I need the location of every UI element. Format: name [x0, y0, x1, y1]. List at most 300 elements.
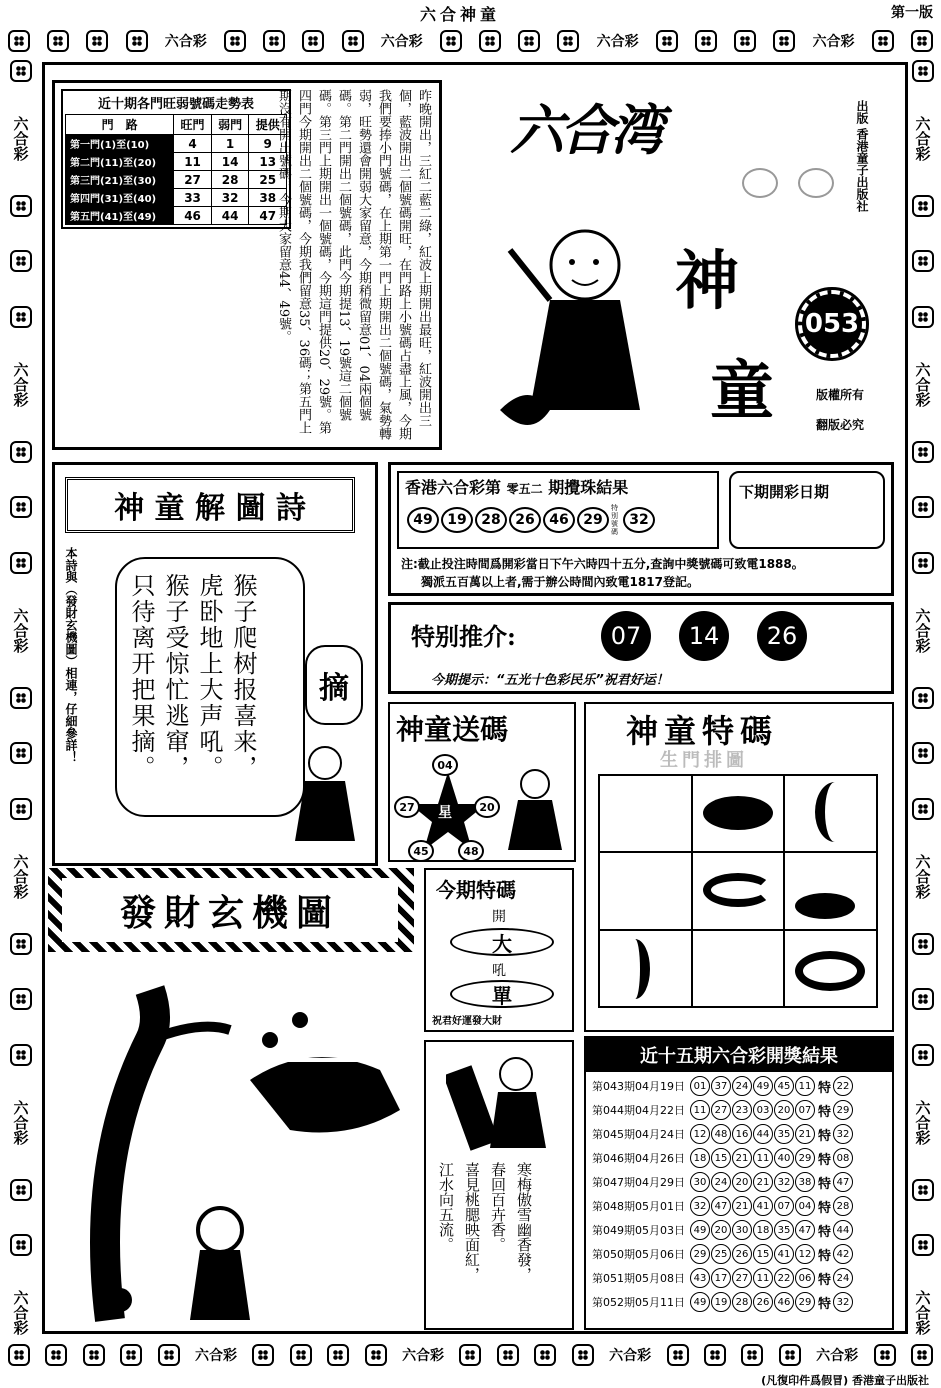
- history-number: 45: [774, 1076, 794, 1096]
- recommend-panel: [388, 602, 894, 694]
- puzzle-tile: [599, 852, 692, 929]
- gift-title: 神童送碼: [396, 713, 509, 746]
- history-number: 21: [732, 1196, 752, 1216]
- poem-title: 神 童 解 圖 詩: [65, 477, 355, 533]
- history-period: 第045期04月24日: [592, 1128, 685, 1141]
- puzzle-tile: [784, 852, 877, 929]
- gift-star: [399, 758, 495, 858]
- border-brand: 六合彩: [913, 115, 932, 161]
- period-code-open: 開: [492, 909, 506, 925]
- history-number: 15: [753, 1244, 773, 1264]
- border-brand: 六合彩: [11, 1099, 30, 1145]
- dice-icon: [263, 30, 285, 52]
- history-period: 第046期04月26日: [592, 1152, 685, 1165]
- star-char: 星: [438, 805, 452, 821]
- dice-icon: [912, 798, 934, 820]
- history-number: 11: [753, 1268, 773, 1288]
- dice-icon: [10, 933, 32, 955]
- dice-icon: [10, 441, 32, 463]
- couplet-panel: [424, 1040, 574, 1330]
- history-period: 第051期05月08日: [592, 1272, 685, 1285]
- history-number: 26: [753, 1292, 773, 1312]
- dice-icon: [912, 742, 934, 764]
- dice-icon: [874, 1344, 896, 1366]
- history-number: 46: [774, 1292, 794, 1312]
- history-panel: [584, 1036, 894, 1330]
- dice-icon: [158, 1344, 180, 1366]
- history-number: 07: [795, 1100, 815, 1120]
- poem-line: 只待离开把果摘。: [127, 573, 155, 781]
- history-number: 07: [774, 1196, 794, 1216]
- dice-icon: [342, 30, 364, 52]
- history-number: 30: [732, 1220, 752, 1240]
- history-number: 41: [753, 1196, 773, 1216]
- dice-icon: [8, 1344, 30, 1366]
- poem-note: 本詩與（發財玄機圖）相連，仔細參詳！: [64, 547, 78, 763]
- history-number: 16: [732, 1124, 752, 1144]
- masthead-brand: 六合湾: [510, 98, 660, 162]
- history-period: 第043期04月19日: [592, 1080, 685, 1093]
- history-period: 第044期04月22日: [592, 1104, 685, 1117]
- period-code-panel: [424, 868, 574, 1032]
- history-number: 11: [753, 1148, 773, 1168]
- trend-cell: 46: [174, 207, 212, 225]
- history-number: 28: [732, 1292, 752, 1312]
- history-number: 29: [690, 1244, 710, 1264]
- history-special-number: 08: [833, 1148, 853, 1168]
- history-number: 23: [732, 1100, 752, 1120]
- history-row: [592, 1074, 886, 1098]
- trend-gate: 第四門(31)至(40): [66, 189, 174, 207]
- dice-icon: [120, 1344, 142, 1366]
- puzzle-tile: [784, 775, 877, 852]
- history-number: 32: [690, 1196, 710, 1216]
- history-number: 20: [711, 1220, 731, 1240]
- result-ball: 19: [441, 507, 473, 533]
- recommend-numbers: [601, 611, 835, 661]
- border-brand: 六合彩: [164, 34, 207, 50]
- result-ball: 29: [577, 507, 609, 533]
- history-special-label: 特: [818, 1296, 832, 1312]
- history-number: 38: [795, 1172, 815, 1192]
- dice-icon: [704, 1344, 726, 1366]
- history-special-label: 特: [818, 1224, 832, 1240]
- result-ball: 28: [475, 507, 507, 533]
- history-special-label: 特: [818, 1200, 832, 1216]
- couplet-line: 江水向五流。: [437, 1162, 455, 1252]
- result-ball: 26: [509, 507, 541, 533]
- trend-cell: 44: [211, 207, 249, 225]
- puzzle-tile: [692, 775, 785, 852]
- history-number: 49: [753, 1076, 773, 1096]
- border-brand: 六合彩: [596, 34, 639, 50]
- issue-badge: 053: [798, 290, 866, 358]
- period-code-title: 今期特碼: [436, 878, 516, 902]
- trend-panel: [52, 80, 442, 450]
- trend-cell: 28: [211, 171, 249, 189]
- results-box: [397, 471, 719, 549]
- history-number: 19: [711, 1292, 731, 1312]
- trend-gate: 第五門(41)至(49): [66, 207, 174, 225]
- gift-number: 20: [474, 796, 500, 818]
- trend-cell: 32: [211, 189, 249, 207]
- period-code-footer: 祝君好運發大財: [432, 1016, 502, 1027]
- dice-icon: [10, 250, 32, 272]
- history-number: 21: [732, 1148, 752, 1168]
- child-small-icon: [285, 741, 365, 851]
- poem-panel: [52, 462, 378, 866]
- history-number: 35: [774, 1220, 794, 1240]
- trend-cell: 9: [249, 135, 287, 153]
- dice-icon: [10, 552, 32, 574]
- history-row: [592, 1194, 886, 1218]
- dice-icon: [365, 1344, 387, 1366]
- dice-icon: [10, 496, 32, 518]
- trend-header: 提供: [249, 115, 287, 135]
- history-row: [592, 1290, 886, 1314]
- dice-icon: [912, 988, 934, 1010]
- top-border: [8, 24, 933, 58]
- masthead-char-tong: 童: [710, 354, 774, 429]
- history-number: 40: [774, 1148, 794, 1168]
- trend-table-box: [61, 89, 291, 229]
- dice-icon: [912, 496, 934, 518]
- history-number: 22: [774, 1268, 794, 1288]
- circle-ornament: [742, 168, 778, 198]
- history-rows: [586, 1072, 892, 1316]
- border-brand: 六合彩: [812, 34, 855, 50]
- history-number: 32: [774, 1172, 794, 1192]
- footer-note: (凡復印件爲假冒) 香港童子出版社: [761, 1374, 929, 1387]
- left-border: [6, 60, 36, 1335]
- dice-icon: [83, 1344, 105, 1366]
- history-row: [592, 1098, 886, 1122]
- results-title-suffix: 期攪珠結果: [548, 478, 629, 497]
- history-number: 37: [711, 1076, 731, 1096]
- border-brand: 六合彩: [402, 1348, 445, 1364]
- history-special-label: 特: [818, 1128, 832, 1144]
- trend-cell: 14: [211, 153, 249, 171]
- poem-line: 猴子受惊忙逃窜，: [161, 573, 189, 781]
- special-code-title: 神童特碼: [626, 712, 779, 750]
- special-code-panel: [584, 702, 894, 1032]
- fortune-illustration: [50, 960, 420, 1330]
- trend-gate: 第二門(11)至(20): [66, 153, 174, 171]
- dice-icon: [10, 988, 32, 1010]
- trend-gate: 第一門(1)至(10): [66, 135, 174, 153]
- history-number: 18: [690, 1148, 710, 1168]
- history-special-label: 特: [818, 1152, 832, 1168]
- history-period: 第052期05月11日: [592, 1296, 685, 1309]
- history-number: 49: [690, 1220, 710, 1240]
- trend-row: [66, 189, 287, 207]
- history-row: [592, 1146, 886, 1170]
- dice-icon: [440, 30, 462, 52]
- trend-row: [66, 207, 287, 225]
- dice-icon: [497, 1344, 519, 1366]
- dice-icon: [912, 1044, 934, 1066]
- rights-line-2: 翻版必究: [816, 418, 865, 432]
- dice-icon: [518, 30, 540, 52]
- history-row: [592, 1122, 886, 1146]
- history-number: 01: [690, 1076, 710, 1096]
- trend-header: 旺門: [174, 115, 212, 135]
- history-special-number: 32: [833, 1292, 853, 1312]
- history-special-number: 24: [833, 1268, 853, 1288]
- dice-icon: [912, 306, 934, 328]
- results-issue: 零五二: [506, 482, 543, 496]
- trend-table: [65, 114, 287, 225]
- trend-row: [66, 171, 287, 189]
- history-period: 第049期05月03日: [592, 1224, 685, 1237]
- dice-icon: [10, 742, 32, 764]
- gift-number: 45: [408, 840, 434, 862]
- results-title: [399, 473, 717, 500]
- dice-icon: [10, 195, 32, 217]
- result-ball: 46: [543, 507, 575, 533]
- history-number: 26: [732, 1244, 752, 1264]
- recommend-ball: 26: [757, 611, 807, 661]
- history-number: 24: [711, 1172, 731, 1192]
- history-row: [592, 1266, 886, 1290]
- history-number: 27: [732, 1268, 752, 1288]
- poem-line: 虎卧地上大声吼。: [195, 573, 223, 781]
- dice-icon: [126, 30, 148, 52]
- dice-icon: [912, 195, 934, 217]
- dice-icon: [8, 30, 30, 52]
- recommend-ball: 07: [601, 611, 651, 661]
- masthead-char-shen: 神: [675, 244, 739, 319]
- history-number: 48: [711, 1124, 731, 1144]
- border-brand: 六合彩: [195, 1348, 238, 1364]
- history-special-number: 44: [833, 1220, 853, 1240]
- dice-icon: [459, 1344, 481, 1366]
- border-brand: 六合彩: [609, 1348, 652, 1364]
- dice-icon: [557, 30, 579, 52]
- masthead: [480, 80, 900, 450]
- border-brand: 六合彩: [913, 853, 932, 899]
- poem-lines: [127, 573, 257, 803]
- dice-icon: [779, 1344, 801, 1366]
- dice-icon: [45, 1344, 67, 1366]
- border-brand: 六合彩: [11, 607, 30, 653]
- history-number: 41: [774, 1244, 794, 1264]
- dice-icon: [741, 1344, 763, 1366]
- recommend-label: 特别推介:: [411, 622, 516, 651]
- scroll-char: 摘: [305, 645, 363, 725]
- trend-cell: 33: [174, 189, 212, 207]
- dice-icon: [911, 1344, 933, 1366]
- trend-cell: 1: [211, 135, 249, 153]
- dice-icon: [773, 30, 795, 52]
- history-number: 49: [690, 1292, 710, 1312]
- period-code-single: 單: [450, 980, 554, 1008]
- history-number: 12: [795, 1244, 815, 1264]
- history-special-number: 28: [833, 1196, 853, 1216]
- trend-commentary-right: [276, 89, 433, 443]
- history-number: 15: [711, 1148, 731, 1168]
- history-number: 20: [732, 1172, 752, 1192]
- history-row: [592, 1242, 886, 1266]
- trend-cell: 38: [249, 189, 287, 207]
- history-number: 44: [753, 1124, 773, 1144]
- dice-icon: [912, 60, 934, 82]
- history-number: 12: [690, 1124, 710, 1144]
- period-code-big-suffix: 吼: [492, 963, 506, 979]
- puzzle-grid: [598, 774, 878, 1008]
- history-number: 29: [795, 1148, 815, 1168]
- trend-header: 門 路: [66, 115, 174, 135]
- dice-icon: [252, 1344, 274, 1366]
- history-number: 06: [795, 1268, 815, 1288]
- dice-icon: [327, 1344, 349, 1366]
- history-special-label: 特: [818, 1272, 832, 1288]
- dice-icon: [667, 1344, 689, 1366]
- border-brand: 六合彩: [816, 1348, 859, 1364]
- dice-icon: [10, 60, 32, 82]
- trend-cell: 47: [249, 207, 287, 225]
- trend-commentary: 昨晚開出，三紅二藍二綠，紅波上期開出最旺，紅波開出三個，藍波開出二個號碼開旺，在門路上小號碼占盡上風，今期我們要捧小門號碼，在上期第一門上期開出二個號碼，氣勢轉弱，旺勢還會開弱大家留意，今期稍微留意01、04兩個號碼。第二門開出二個號碼，此門今期提13、19號這二個號碼。第三門上期開出一個號碼，今期這門提供20、29號。第四門今期開出二個號碼，今期我們留意35、36碼；第五門上期沒有開出號碼，今期大家留意44、49號。: [276, 89, 431, 440]
- results-note-2: 獨派五百萬以上者,需于辦公時間內致電1817登記。: [421, 575, 699, 589]
- dice-icon: [912, 441, 934, 463]
- trend-title: 近十期各門旺弱號碼走勢表: [97, 97, 254, 112]
- dice-icon: [572, 1344, 594, 1366]
- dice-icon: [912, 1234, 934, 1256]
- trend-row: [66, 153, 287, 171]
- recommend-ball: 14: [679, 611, 729, 661]
- history-number: 21: [753, 1172, 773, 1192]
- history-number: 18: [753, 1220, 773, 1240]
- period-code-big: 大: [450, 928, 554, 956]
- history-number: 43: [690, 1268, 710, 1288]
- results-title-prefix: 香港六合彩第: [405, 478, 502, 497]
- special-label: 特別號碼: [611, 504, 618, 536]
- border-brand: 六合彩: [380, 34, 423, 50]
- history-period: 第050期05月06日: [592, 1248, 685, 1261]
- trend-cell: 27: [174, 171, 212, 189]
- bottom-border: [8, 1340, 933, 1370]
- puzzle-tile: [784, 930, 877, 1007]
- dice-icon: [912, 552, 934, 574]
- dice-icon: [290, 1344, 312, 1366]
- border-brand: 六合彩: [11, 1290, 30, 1335]
- fortune-title: 發財玄機圖: [62, 878, 398, 942]
- right-border: [908, 60, 938, 1335]
- dice-icon: [479, 30, 501, 52]
- history-number: 17: [711, 1268, 731, 1288]
- dice-icon: [10, 306, 32, 328]
- dice-icon: [534, 1344, 556, 1366]
- dice-icon: [47, 30, 69, 52]
- couplet-line: 寒梅傲雪幽香發，: [515, 1162, 533, 1282]
- publisher-label: 出版 香港童子出版社: [855, 100, 869, 213]
- dice-icon: [10, 687, 32, 709]
- puzzle-tile: [692, 852, 785, 929]
- history-number: 29: [795, 1292, 815, 1312]
- history-number: 35: [774, 1124, 794, 1144]
- history-number: 47: [795, 1220, 815, 1240]
- trend-header-row: [66, 115, 287, 135]
- next-draw: 下期開彩日期: [729, 471, 885, 549]
- dice-icon: [912, 250, 934, 272]
- gift-number: 48: [458, 840, 484, 862]
- history-number: 11: [795, 1076, 815, 1096]
- results-balls: [399, 500, 717, 540]
- history-number: 27: [711, 1100, 731, 1120]
- trend-cell: 11: [174, 153, 212, 171]
- edition-label: 第一版: [891, 5, 933, 21]
- child-illustration: [490, 210, 670, 440]
- history-number: 21: [795, 1124, 815, 1144]
- dice-icon: [302, 30, 324, 52]
- trend-header: 弱門: [211, 115, 249, 135]
- dice-icon: [10, 1179, 32, 1201]
- history-row: [592, 1218, 886, 1242]
- history-special-number: 42: [833, 1244, 853, 1264]
- history-number: 30: [690, 1172, 710, 1192]
- dice-icon: [734, 30, 756, 52]
- history-special-label: 特: [818, 1104, 832, 1120]
- history-special-label: 特: [818, 1080, 832, 1096]
- dice-icon: [872, 30, 894, 52]
- history-period: 第047期04月29日: [592, 1176, 685, 1189]
- dice-icon: [912, 1179, 934, 1201]
- results-panel: [388, 462, 894, 596]
- gift-number: 27: [394, 796, 420, 818]
- dice-icon: [912, 933, 934, 955]
- history-number: 25: [711, 1244, 731, 1264]
- border-brand: 六合彩: [913, 361, 932, 407]
- border-brand: 六合彩: [11, 115, 30, 161]
- history-number: 11: [690, 1100, 710, 1120]
- gift-panel: [388, 702, 576, 862]
- child-banner-illustration: [446, 1048, 556, 1158]
- couplet-line: 喜見桃腮映面紅，: [463, 1162, 481, 1282]
- trend-cell: 4: [174, 135, 212, 153]
- border-brand: 六合彩: [11, 361, 30, 407]
- dice-icon: [695, 30, 717, 52]
- puzzle-tile: [692, 930, 785, 1007]
- history-special-label: 特: [818, 1176, 832, 1192]
- circle-ornament: [798, 168, 834, 198]
- history-special-number: 47: [833, 1172, 853, 1192]
- border-brand: 六合彩: [11, 853, 30, 899]
- rights-line-1: 版權所有: [816, 388, 865, 402]
- history-number: 47: [711, 1196, 731, 1216]
- poem-line: 猴子爬树报喜来，: [229, 573, 257, 781]
- history-special-number: 22: [833, 1076, 853, 1096]
- results-note-1: 注:截止投注時間爲開彩當日下午六時四十五分,查詢中獎號碼可致電1888。: [401, 557, 804, 571]
- dice-icon: [86, 30, 108, 52]
- fortune-banner: [48, 868, 414, 952]
- puzzle-tile: [599, 775, 692, 852]
- trend-row: [66, 135, 287, 153]
- child-small-icon: [500, 764, 570, 854]
- dice-icon: [656, 30, 678, 52]
- history-number: 24: [732, 1076, 752, 1096]
- gift-number: 04: [432, 754, 458, 776]
- history-row: [592, 1170, 886, 1194]
- trend-cell: 13: [249, 153, 287, 171]
- dice-icon: [10, 1044, 32, 1066]
- dice-icon: [10, 1234, 32, 1256]
- history-special-label: 特: [818, 1248, 832, 1264]
- header-title: 六合神童: [420, 5, 501, 24]
- history-title: 近十五期六合彩開獎結果: [586, 1038, 892, 1072]
- history-special-number: 32: [833, 1124, 853, 1144]
- history-special-number: 29: [833, 1100, 853, 1120]
- couplet-line: 春回百卉香。: [489, 1162, 507, 1252]
